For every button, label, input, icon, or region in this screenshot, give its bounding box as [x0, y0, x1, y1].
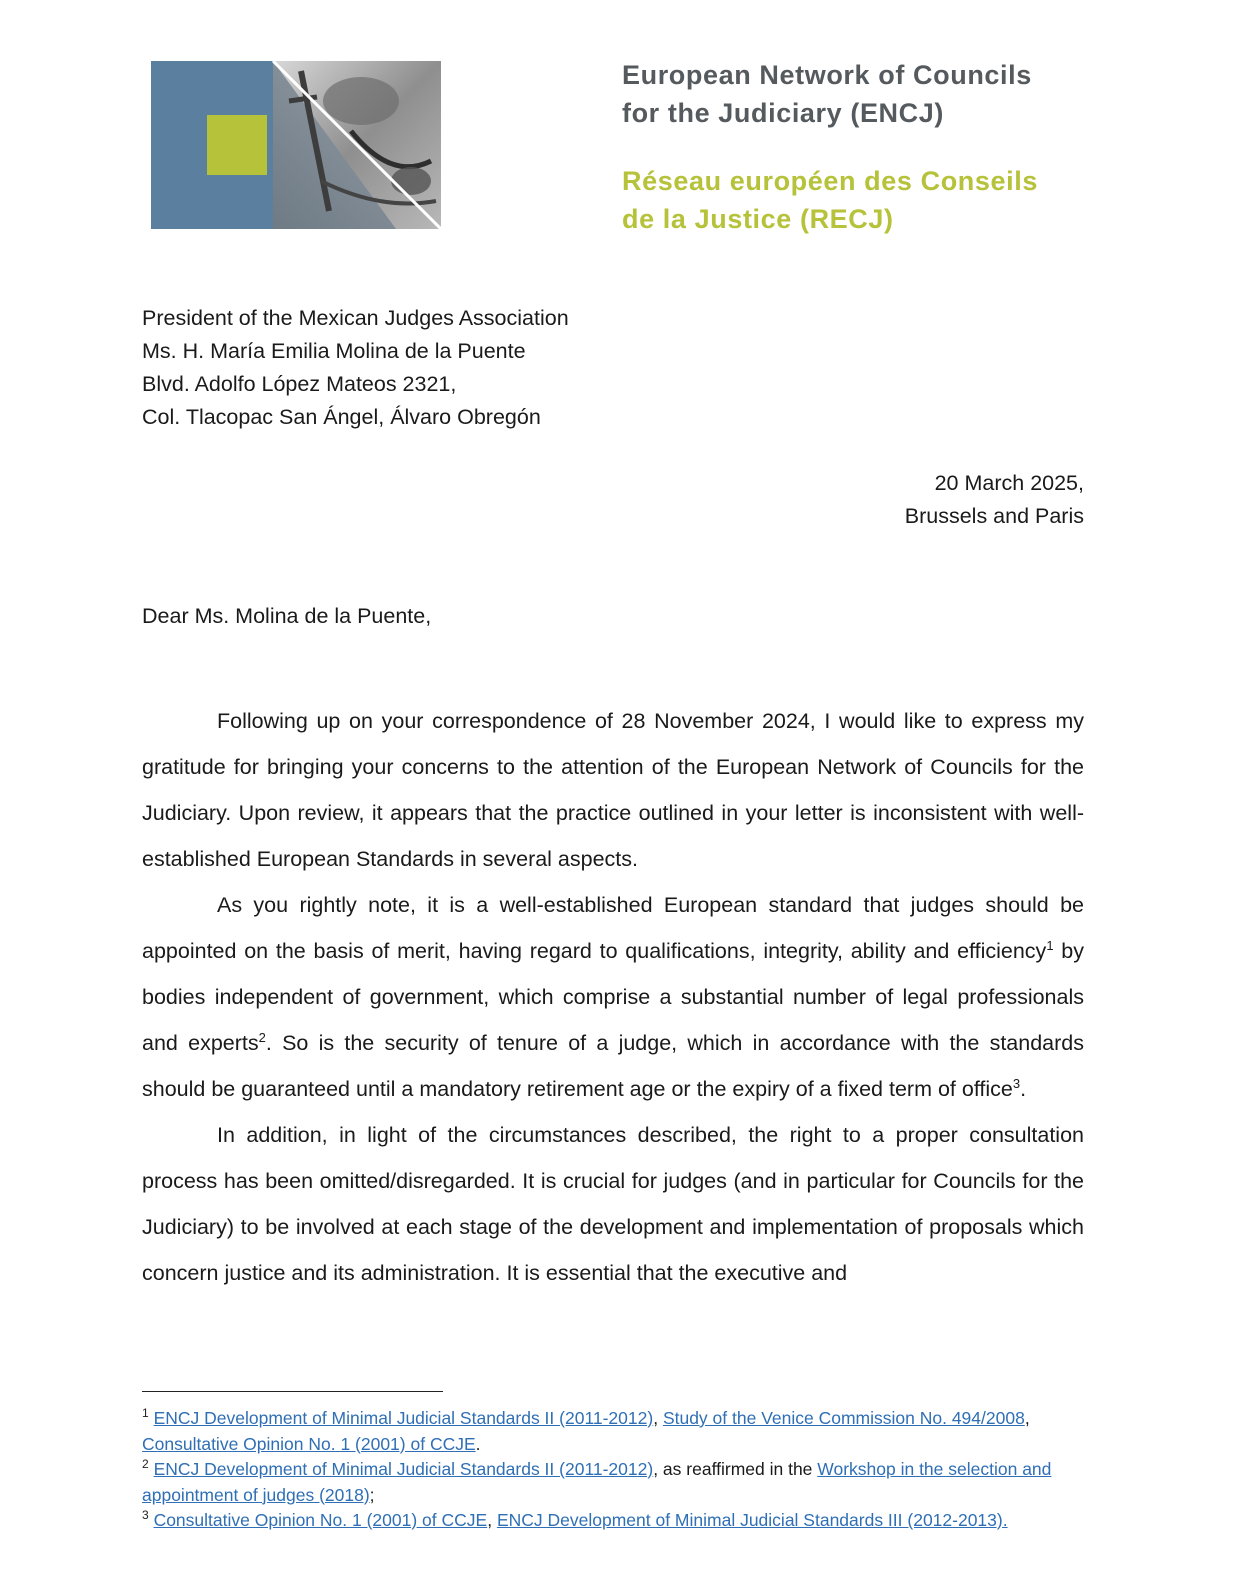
- org-name-french: [622, 162, 1038, 238]
- footnote-link[interactable]: ENCJ Development of Minimal Judicial Standards II (2011-2012): [153, 1408, 654, 1428]
- footnote-2: $^2$ ENCJ Development of Minimal Judicial Standards II (2011-2012), as reaffirmed in the Workshop in the selection and appointment of judges (2018);: [142, 1457, 1052, 1505]
- paragraph-1: Following up on your correspondence of 28 November 2024, I would like to express my gratitude for bringing your concerns to the attention of the European Network of Councils for the Judiciary. Upon review, it appears that the practice outlined in your letter is inconsistent with well-established European Standards in several aspects.: [142, 709, 1084, 871]
- org-en-line1: European Network of Councils: [622, 60, 1032, 90]
- footnotes: [142, 1406, 1082, 1534]
- encj-logo: [151, 61, 441, 229]
- footnote-separator: [142, 1391, 443, 1392]
- paragraph-2: As you rightly note, it is a well-established European standard that judges should be appointed on the basis of merit, having regard to qualifications, integrity, ability and efficiency$^1$ by bodies independent of government, which comprise a substantial number of legal professionals and experts$^2$. So is the security of tenure of a judge, which in accordance with the standards should be guaranteed until a mandatory retirement age or the expiry of a fixed term of office$^3$.: [142, 893, 1085, 1101]
- footnote-ref-1[interactable]: 1: [1046, 937, 1054, 953]
- address-line: President of the Mexican Judges Association: [142, 306, 569, 330]
- letter-body: [142, 698, 1084, 1296]
- footnote-1: $^1$ ENCJ Development of Minimal Judicial Standards II (2011-2012), Study of the Venice Commission No. 494/2008, Consultative Opinion No. 1 (2001) of CCJE.: [142, 1406, 1030, 1454]
- salutation: Dear Ms. Molina de la Puente,: [142, 604, 432, 628]
- paragraph-3: In addition, in light of the circumstances described, the right to a proper consultation process has been omitted/disregarded. It is crucial for judges (and in particular for Councils for the Judiciary) to be involved at each stage of the development and implementation of proposals which concern justice and its administration. It is essential that the executive and: [142, 1123, 1084, 1285]
- footnote-link[interactable]: Workshop in the selection and appointment of judges (2018): [142, 1459, 1052, 1505]
- date-place: [905, 467, 1084, 533]
- org-en-line2: for the Judiciary (ENCJ): [622, 98, 944, 128]
- footnote-ref-2[interactable]: 2: [258, 1029, 266, 1045]
- org-name-english: [622, 56, 1032, 132]
- address-line: Blvd. Adolfo López Mateos 2321,: [142, 372, 457, 396]
- address-line: Col. Tlacopac San Ángel, Álvaro Obregón: [142, 405, 541, 429]
- footnote-link[interactable]: Consultative Opinion No. 1 (2001) of CCJE: [153, 1510, 488, 1530]
- org-fr-line2: de la Justice (RECJ): [622, 204, 894, 234]
- address-line: Ms. H. María Emilia Molina de la Puente: [142, 339, 526, 363]
- footnote-3: $^3$ Consultative Opinion No. 1 (2001) of CCJE, ENCJ Development of Minimal Judicial Standards III (2012-2013).: [142, 1508, 1008, 1530]
- recipient-address: [142, 302, 569, 434]
- footnote-link[interactable]: Consultative Opinion No. 1 (2001) of CCJE: [142, 1433, 476, 1454]
- place-line: Brussels and Paris: [904, 504, 1084, 528]
- logo-green-square: [207, 115, 267, 175]
- footnote-ref-3[interactable]: 3: [1012, 1075, 1021, 1091]
- footnote-link[interactable]: ENCJ Development of Minimal Judicial Standards II (2011-2012): [153, 1459, 654, 1479]
- footnote-link[interactable]: ENCJ Development of Minimal Judicial Standards III (2012-2013).: [496, 1510, 1008, 1530]
- footnote-link[interactable]: Study of the Venice Commission No. 494/2008: [662, 1408, 1025, 1428]
- date-line: 20 March 2025,: [934, 471, 1084, 495]
- org-fr-line1: Réseau européen des Conseils: [622, 166, 1038, 196]
